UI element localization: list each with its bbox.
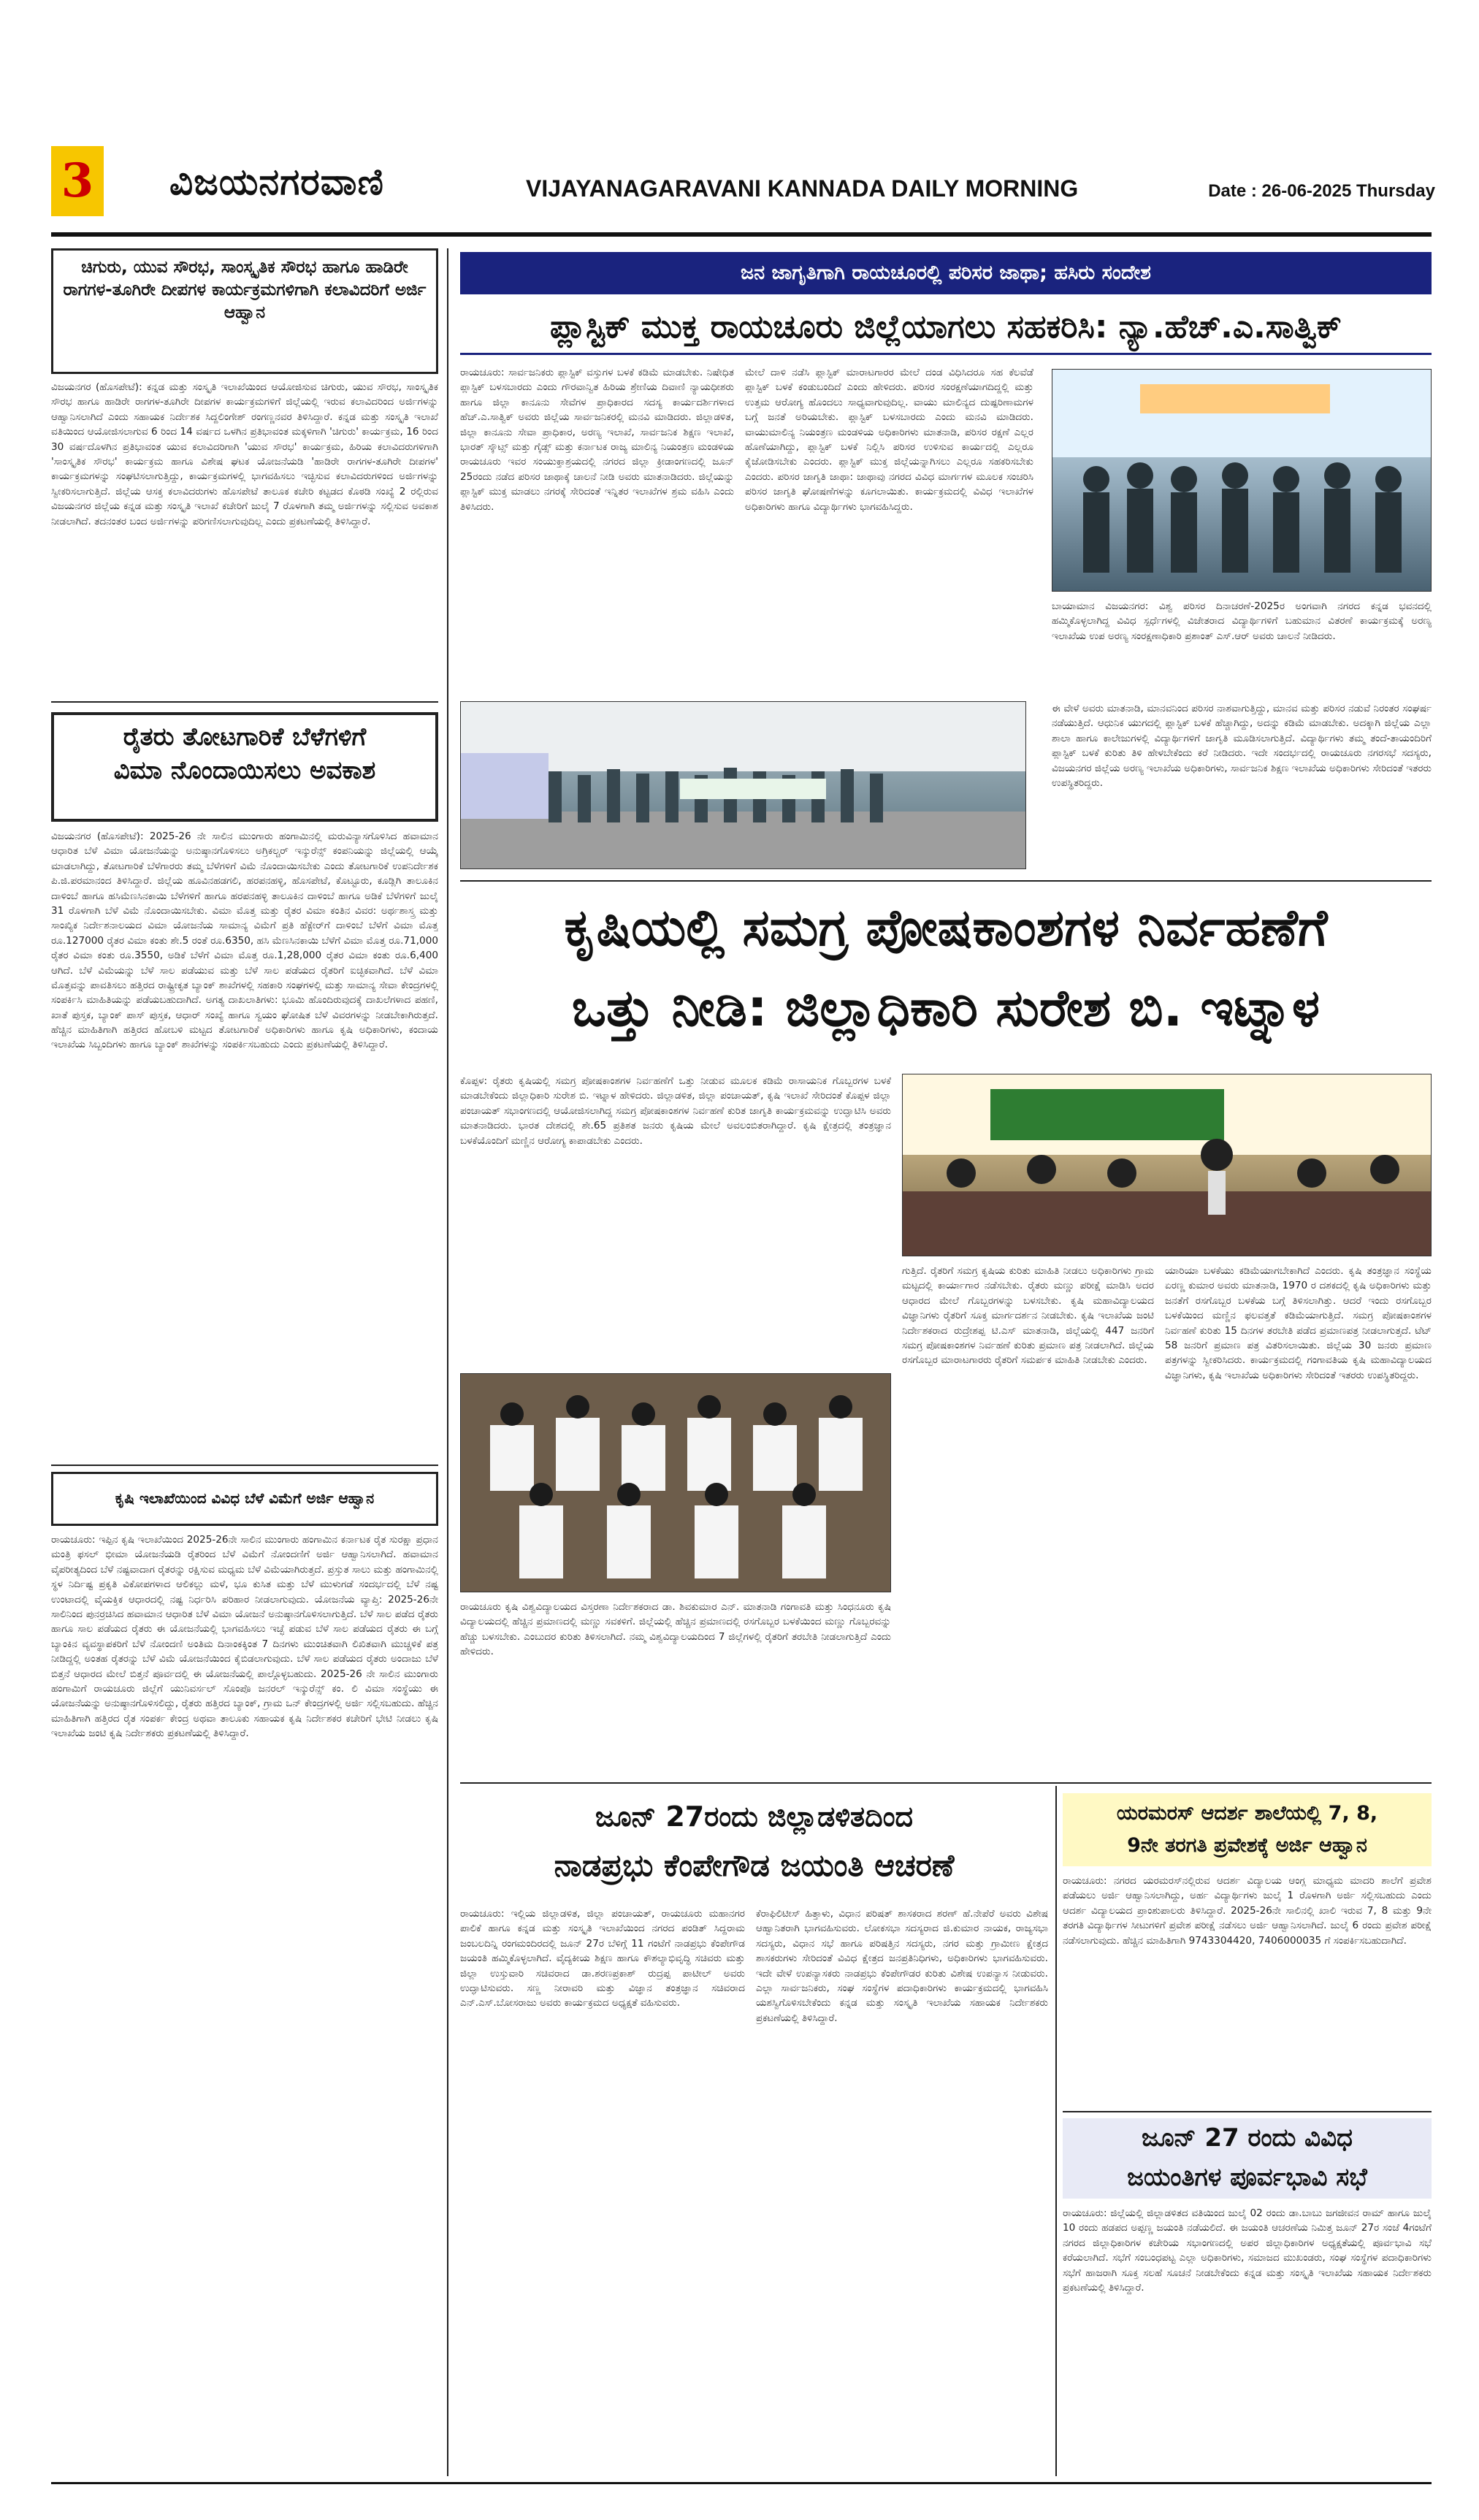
krishi-body-lower: ರಾಯಚೂರು ಕೃಷಿ ವಿಶ್ವವಿದ್ಯಾಲಯದ ವಿಸ್ತರಣಾ ನಿರ್ದೇಶಕರಾದ ಡಾ. ಶಿವಕುಮಾರ ಎನ್. ಮಾತನಾಡಿ ಗಂಗಾವತಿ ಮತ್ತು ಸಿಂಧನೂರು ಕೃಷಿ ವಿದ್ಯಾಲಯದಲ್ಲಿ ಹೆಚ್ಚಿನ ಪ್ರಮಾಣದಲ್ಲಿ ಮಣ್ಣು ಸವಕಳಿಗೆ. ಜಿಲ್ಲೆಯಲ್ಲಿ ಹೆಚ್ಚಿನ ಪ್ರಮಾಣದಲ್ಲಿ ರಸಗೊಬ್ಬರ ಬಳಕೆಯಿಂದ ಮಣ್ಣು ಗೊಬ್ಬರವನ್ನು ಹೆಚ್ಚು ಬಳಸಬೇಕು. ಎಂಬುದರ ಕುರಿತು ತಿಳಿಸಲಾಗಿದೆ. ನಮ್ಮ ವಿಶ್ವವಿದ್ಯಾಲಯದಿಂದ 7 ಜಿಲ್ಲೆಗಳಲ್ಲಿ ರೈತರಿಗೆ ತರಬೇತಿ ನೀಡಲಾಗುತ್ತಿದೆ ಎಂದು ಹೇಳಿದರು. bbox=[460, 1601, 891, 1658]
masthead-title-english: VIJAYANAGARAVANI KANNADA DAILY MORNING bbox=[526, 175, 1079, 202]
environment-rally-photo bbox=[460, 701, 1026, 869]
jayanti-headline bbox=[460, 1793, 1048, 1899]
jayanti-body-col2: ಕೆರಾಫಿಲಿಟೀಸ್ ಹಿತ್ತಾಳು, ವಿಧಾನ ಪರಿಷತ್ ಶಾಸಕರಾದ ಶರಣ್ ಹೆ.ನೇಪೆರೆ ಅವರು ವಿಶೇಷ ಆಹ್ವಾನಿತರಾಗಿ ಭಾಗವಹಿಸುವರು. ಲೋಕಸಭಾ ಸದಸ್ಯರಾದ ಜಿ.ಕುಮಾರ ನಾಯಕ, ರಾಜ್ಯಸಭಾ ಸದಸ್ಯರು, ವಿಧಾನ ಸಭೆ ಹಾಗೂ ಪರಿಷತ್ತಿನ ಸದಸ್ಯರು, ನಗರ ಮತ್ತು ಗ್ರಾಮೀಣ ಕ್ಷೇತ್ರದ ಶಾಸಕರುಗಳು ಸೇರಿದಂತೆ ವಿವಿಧ ಕ್ಷೇತ್ರದ ಜನಪ್ರತಿನಿಧಿಗಳು, ಅಧಿಕಾರಿಗಳು ಭಾಗವಹಿಸುವರು. ಇದೇ ವೇಳೆ ಉಪನ್ಯಾಸಕರು ನಾಡಪ್ರಭು ಕೆಂಪೇಗೌಡರ ಕುರಿತು ವಿಶೇಷ ಉಪನ್ಯಾಸ ನೀಡುವರು. ಎಲ್ಲಾ ಸಾರ್ವಜನಿಕರು, ಸಂಘ ಸಂಸ್ಥೆಗಳ ಪದಾಧಿಕಾರಿಗಳು ಕಾರ್ಯಕ್ರಮದಲ್ಲಿ ಭಾಗವಹಿಸಿ ಯಶಸ್ವಿಗೊಳಿಸಬೇಕೆಂದು ಕನ್ನಡ ಮತ್ತು ಸಂಸ್ಕೃತಿ ಇಲಾಖೆಯ ಸಹಾಯಕ ನಿರ್ದೇಶಕರು ಪ್ರಕಟಣೆಯಲ್ಲಿ ತಿಳಿಸಿದ್ದಾರೆ. bbox=[756, 1908, 1048, 2024]
story2-headline-line1: ರೈತರು ತೋಟಗಾರಿಕೆ ಬೆಳೆಗಳಿಗೆ bbox=[123, 722, 367, 752]
dais-photo-illustration bbox=[903, 1074, 1432, 1256]
story2-body: ವಿಜಯನಗರ (ಹೊಸಪೇಟೆ): 2025-26 ನೇ ಸಾಲಿನ ಮುಂಗಾರು ಹಂಗಾಮಿನಲ್ಲಿ ಮರುವಿನ್ಯಾಸಗೊಳಿಸಿದ ಹವಾಮಾನ ಆಧಾರಿತ ಬೆಳೆ ವಿಮಾ ಯೋಜನೆಯನ್ನು ಅನುಷ್ಠಾನಗೊಳಿಸಲು ಅಗ್ರಿಕಲ್ಚರ್ ಇನ್ಶುರೆನ್ಸ್ ಕಂಪನಿಯನ್ನು ಜಿಲ್ಲೆಯಲ್ಲಿ ಆಯ್ಕೆ ಮಾಡಲಾಗಿದ್ದು, ತೋಟಗಾರಿಕೆ ಬೆಳೆಗಾರರು ತಮ್ಮ ಬೆಳೆಗಳಿಗೆ ವಿಮೆ ನೊಂದಾಯಿಸಬೇಕು ಎಂದು ತೋಟಗಾರಿಕೆ ಉಪನಿರ್ದೇಶಕ ಪಿ.ಜಿ.ಪರಮಾನಂದ ತಿಳಿಸಿದ್ದಾರೆ. ಜಿಲ್ಲೆಯ ಹೂವಿನಹಡಗಲಿ, ಹರಪನಹಳ್ಳಿ, ಹೊಸಪೇಟೆ, ಕೊಟ್ಟೂರು, ಕೂಡ್ಲಿಗಿ ತಾಲೂಕಿನ ದಾಳಿಂಬೆ ಹಾಗೂ ಹಸಿಮೆಣಸಿನಕಾಯಿ ಬೆಳೆಗಳಿಗೆ ಹಾಗೂ ಹರಪನಹಳ್ಳಿ ತಾಲೂಕಿನ ದಾಳಿಂಬೆ ಹಾಗೂ ಅಡಿಕೆ ಬೆಳೆಗಳಿಗೆ ಜುಲೈ 31 ರೊಳಗಾಗಿ ಬೆಳೆ ವಿಮೆ ನೊಂದಾಯಿಸಬೇಕು. ವಿಮಾ ಮೊತ್ತ ಮತ್ತು ರೈತರ ವಿಮಾ ಕಂತಿನ ವಿವರ: ಅರ್ಥಶಾಸ್ತ್ರ ಮತ್ತು ಸಾಂಖ್ಯಿಕ ನಿರ್ದೇಶನಾಲಯದ ವಿಮಾ ಯೋಜನೆಯ ಸಾಮಾನ್ಯ ವಿಮೆಗೆ ಪ್ರತಿ ಹೆಕ್ಟೇರ್‌ಗೆ ದಾಳಿಂಬೆ ಬೆಳೆಗೆ ವಿಮಾ ಮೊತ್ತ ರೂ.127000 ರೈತರ ವಿಮಾ ಕಂತು ಶೇ.5 ರಂತೆ ರೂ.6350, ಹಸಿ ಮೆಣಸಿನಕಾಯಿ ಬೆಳೆಗೆ ವಿಮಾ ಮೊತ್ತ ರೂ.71,000 ರೈತರ ವಿಮಾ ಕಂತು ರೂ.3550, ಅಡಿಕೆ ಬೆಳೆಗೆ ವಿಮಾ ಮೊತ್ತ ರೂ.1,28,000 ರೈತರ ವಿಮಾ ಕಂತು ರೂ.6,400 ಆಗಿದೆ. ಬೆಳೆ ವಿಮೆಯನ್ನು ಬೆಳೆ ಸಾಲ ಪಡೆಯುವ ಮತ್ತು ಬೆಳೆ ಸಾಲ ಪಡೆಯದ ರೈತರಿಗೆ ಐಚ್ಛಿಕವಾಗಿದೆ. ಬೆಳೆ ವಿಮಾ ಮೊತ್ತವನ್ನು ಪಾವತಿಸಲು ಹತ್ತಿರದ ರಾಷ್ಟ್ರೀಕೃತ ಬ್ಯಾಂಕ್ ಶಾಖೆಗಳಲ್ಲಿ ಸಹಕಾರಿ ಸಂಘಗಳಲ್ಲಿ ಮತ್ತು ಸಾಮಾನ್ಯ ಸೇವಾ ಕೇಂದ್ರಗಳಲ್ಲಿ ಸಂಪರ್ಕಿಸಿ ಮಾಹಿತಿಯನ್ನು ಪಡೆಯಬಹುದಾಗಿದೆ. ಅಗತ್ಯ ದಾಖಲಾತಿಗಳು: ಭೂಮಿ ಹೊಂದಿರುವುದಕ್ಕೆ ದಾಖಲೆಗಳಾದ ಪಹಣಿ, ಖಾತೆ ಪುಸ್ತಕ, ಬ್ಯಾಂಕ್ ಪಾಸ್ ಪುಸ್ತಕ, ಆಧಾರ್ ಸಂಖ್ಯೆ ಹಾಗೂ ಸ್ವಯಂ ಘೋಷಿತ ಬೆಳೆ ವಿವರಗಳನ್ನು ನೀಡಬೇಕಾಗಿರುತ್ತದೆ. ಹೆಚ್ಚಿನ ಮಾಹಿತಿಗಾಗಿ ಹತ್ತಿರದ ಹೋಬಳಿ ಮಟ್ಟದ ತೋಟಗಾರಿಕೆ ಅಧಿಕಾರಿಗಳು ಹಾಗೂ ಕೃಷಿ ಅಧಿಕಾರಿಗಳು, ಕಂದಾಯ ಇಲಾಖೆಯ ಸಿಬ್ಬಂದಿಗಳು ಹಾಗೂ ಬ್ಯಾಂಕ್ ಶಾಖೆಗಳನ್ನು ಸಂಪರ್ಕಿಸಬಹುದು ಎಂದು ಪ್ರಕಟಣೆಯಲ್ಲಿ ತಿಳಿಸಿದ್ದಾರೆ. bbox=[51, 831, 438, 1051]
school-headline-line1: ಯರಮರಸ್ ಆದರ್ಶ ಶಾಲೆಯಲ್ಲಿ 7, 8, bbox=[1116, 1802, 1378, 1825]
masthead-date: Date : 26-06-2025 Thursday bbox=[1208, 181, 1435, 201]
school-headline bbox=[1063, 1793, 1432, 1866]
story1-body: ವಿಜಯನಗರ (ಹೊಸಪೇಟೆ): ಕನ್ನಡ ಮತ್ತು ಸಂಸ್ಕೃತಿ ಇಲಾಖೆಯಿಂದ ಆಯೋಜಿಸುವ ಚಿಗುರು, ಯುವ ಸೌರಭ, ಸಾಂಸ್ಕೃತಿಕ ಸೌರಭ ಹಾಗೂ ಹಾಡಿರೇ ರಾಗಗಳ-ತೂಗಿರೇ ದೀಪಗಳ ಕಾರ್ಯಕ್ರಮಗಳಿಗೆ ಜಿಲ್ಲೆಯಲ್ಲಿ ಇರುವ ಕಲಾವಿದರಿಂದ ಅರ್ಜಿಗಳನ್ನು ಆಹ್ವಾನಿಸಲಾಗಿದೆ ಎಂದು ಸಹಾಯಕ ನಿರ್ದೇಶಕ ಸಿದ್ದಲಿಂಗೇಶ್ ರಂಗಣ್ಣನವರ ತಿಳಿಸಿದ್ದಾರೆ. ಕನ್ನಡ ಮತ್ತು ಸಂಸ್ಕೃತಿ ಇಲಾಖೆ ವತಿಯಿಂದ ಆಯೋಜಿಸಲಾಗುವ 6 ರಿಂದ 14 ವರ್ಷದ ಒಳಗಿನ ಪ್ರತಿಭಾವಂತ ಮಕ್ಕಳಿಗಾಗಿ 'ಚಿಗುರು' ಕಾರ್ಯಕ್ರಮ, 16 ರಿಂದ 30 ವರ್ಷದೊಳಗಿನ ಪ್ರತಿಭಾವಂತ ಯುವ ಕಲಾವಿದರಿಗಾಗಿ 'ಯುವ ಸೌರಭ' ಕಾರ್ಯಕ್ರಮ, ಹಿರಿಯ ಕಲಾವಿದರುಗಳಿಗಾಗಿ 'ಸಾಂಸ್ಕೃತಿಕ ಸೌರಭ' ಕಾರ್ಯಕ್ರಮ ಹಾಗೂ ವಿಶೇಷ ಘಟಕ ಯೋಜನೆಯಡಿ 'ಹಾಡಿರೇ ರಾಗಗಳ-ತೂಗಿರೇ ದೀಪಗಳ' ಕಾರ್ಯಕ್ರಮಗಳನ್ನು ಸಂಘಟಿಸಲಾಗುತ್ತಿದ್ದು, ಕಾರ್ಯಕ್ರಮಗಳಲ್ಲಿ ಭಾಗವಹಿಸಲು ಇಚ್ಛಿಸುವ ಕಲಾವಿದರುಗಳಿಂದ ಅರ್ಜಿಗಳನ್ನು ಸ್ವೀಕರಿಸಲಾಗುತ್ತಿದೆ. ಜಿಲ್ಲೆಯ ಆಸಕ್ತ ಕಲಾವಿದರುಗಳು ಹೊಸಪೇಟೆ ತಾಲೂಕ ಕಚೇರಿ ಕಟ್ಟಡದ ಕೊಠಡಿ ಸಂಖ್ಯೆ 2 ರಲ್ಲಿರುವ ವಿಜಯನಗರ ಜಿಲ್ಲೆಯ ಕನ್ನಡ ಮತ್ತು ಸಂಸ್ಕೃತಿ ಇಲಾಖೆ ಕಚೇರಿಗೆ ಜುಲೈ 7 ರೊಳಗಾಗಿ ತಮ್ಮ ಅರ್ಜಿಗಳನ್ನು ಸಲ್ಲಿಸುವ ಅವಕಾಶ ನೀಡಲಾಗಿದೆ. ತದನಂತರ ಬಂದ ಅರ್ಜಿಗಳನ್ನು ಪರಿಗಣಿಸಲಾಗುವುದಿಲ್ಲ ಎಂದು ಪ್ರಕಟಣೆಯಲ್ಲಿ ತಿಳಿಸಿದ್ದಾರೆ. bbox=[51, 381, 438, 527]
jayanti-body-col1: ರಾಯಚೂರು: ಇಲ್ಲಿಯ ಜಿಲ್ಲಾಡಳಿತ, ಜಿಲ್ಲಾ ಪಂಚಾಯತ್, ರಾಯಚೂರು ಮಹಾನಗರ ಪಾಲಿಕೆ ಹಾಗೂ ಕನ್ನಡ ಮತ್ತು ಸಂಸ್ಕೃತಿ ಇಲಾಖೆಯಿಂದ ನಗರದ ಪಂಡಿತ್ ಸಿದ್ದರಾಮ ಜಂಬಲದಿನ್ನಿ ರಂಗಮಂದಿರದಲ್ಲಿ ಜೂನ್ 27ರ ಬೆಳಿಗ್ಗೆ 11 ಗಂಟೆಗೆ ನಾಡಪ್ರಭು ಕೆಂಪೇಗೌಡ ಜಯಂತಿ ಹಮ್ಮಿಕೊಳ್ಳಲಾಗಿದೆ. ವೈದ್ಯಕೀಯ ಶಿಕ್ಷಣ ಹಾಗೂ ಕೌಶಲ್ಯಾಭಿವೃದ್ಧಿ ಸಚಿವರು ಮತ್ತು ಜಿಲ್ಲಾ ಉಸ್ತುವಾರಿ ಸಚಿವರಾದ ಡಾ.ಶರಣಪ್ರಕಾಶ್ ರುದ್ರಪ್ಪ ಪಾಟೀಲ್ ಅವರು ಉದ್ಘಾಟಿಸುವರು. ಸಣ್ಣ ನೀರಾವರಿ ಮತ್ತು ವಿಜ್ಞಾನ ತಂತ್ರಜ್ಞಾನ ಸಚಿವರಾದ ಎನ್.ಎಸ್.ಬೋಸರಾಜು ಅವರು ಕಾರ್ಯಕ್ರಮದ ಅಧ್ಯಕ್ಷತೆ ವಹಿಸುವರು. bbox=[460, 1908, 745, 2009]
sabhe-headline-line1: ಜೂನ್ 27 ರಂದು ವಿವಿಧ bbox=[1142, 2123, 1353, 2153]
masthead-title-kannada: ವಿಜಯನಗರವಾಣಿ bbox=[169, 161, 384, 203]
krishi-headline-line2: ಒತ್ತು ನೀಡಿ: ಜಿಲ್ಲಾಧಿಕಾರಿ ಸುರೇಶ ಬಿ. ಇಟ್ನಾಳ bbox=[571, 978, 1321, 1038]
masthead-rule bbox=[51, 232, 1432, 237]
jayanti-title: ನಾಡಪ್ರಭು ಕೆಂಪೇಗೌಡ ಜಯಂತಿ ಆಚರಣೆ bbox=[554, 1847, 955, 1883]
column-divider bbox=[1055, 1786, 1057, 2476]
sabhe-body: ರಾಯಚೂರು: ಜಿಲ್ಲೆಯಲ್ಲಿ ಜಿಲ್ಲಾಡಳಿತದ ವತಿಯಿಂದ ಜುಲೈ 02 ರಂದು ಡಾ.ಬಾಬು ಜಗಜೀವನ ರಾಮ್ ಹಾಗೂ ಜುಲೈ 10 ರಂದು ಹಡಪದ ಅಪ್ಪಣ್ಣ ಜಯಂತಿ ನಡೆಯಲಿದೆ. ಈ ಜಯಂತಿ ಆಚರಣೆಯ ನಿಮಿತ್ತ ಜೂನ್ 27ರ ಸಂಜೆ 4ಗಂಟೆಗೆ ನಗರದ ಜಿಲ್ಲಾಧಿಕಾರಿಗಳ ಕಚೇರಿಯ ಸಭಾಂಗಣದಲ್ಲಿ ಅಪರ ಜಿಲ್ಲಾಧಿಕಾರಿಗಳ ಅಧ್ಯಕ್ಷತೆಯಲ್ಲಿ ಪೂರ್ವಭಾವಿ ಸಭೆ ಕರೆಯಲಾಗಿದೆ. ಸಭೆಗೆ ಸಂಬಂಧಪಟ್ಟ ಎಲ್ಲಾ ಅಧಿಕಾರಿಗಳು, ಸಮಾಜದ ಮುಖಂಡರು, ಸಂಘ ಸಂಸ್ಥೆಗಳ ಪದಾಧಿಕಾರಿಗಳು ಸಭೆಗೆ ಹಾಜರಾಗಿ ಸೂಕ್ತ ಸಲಹೆ ಸೂಚನೆ ನೀಡಬೇಕೆಂದು ಕನ್ನಡ ಮತ್ತು ಸಂಸ್ಕೃತಿ ಇಲಾಖೆಯ ಸಹಾಯಕ ನಿರ್ದೇಶಕರು ಪ್ರಕಟಣೆಯಲ್ಲಿ ತಿಳಿಸಿದ್ದಾರೆ. bbox=[1063, 2207, 1432, 2294]
divider bbox=[1063, 2111, 1432, 2112]
divider bbox=[460, 1782, 1432, 1784]
jayanti-kicker: ಜೂನ್ 27ರಂದು ಜಿಲ್ಲಾಡಳಿತದಿಂದ bbox=[595, 1801, 914, 1833]
divider bbox=[51, 1465, 438, 1466]
krishi-body-col1: ಕೊಪ್ಪಳ: ರೈತರು ಕೃಷಿಯಲ್ಲಿ ಸಮಗ್ರ ಪೋಷಕಾಂಶಗಳ ನಿರ್ವಹಣೆಗೆ ಒತ್ತು ನೀಡುವ ಮೂಲಕ ಕಡಿಮೆ ರಾಸಾಯನಿಕ ಗೊಬ್ಬರಗಳ ಬಳಕೆ ಮಾಡಬೇಕೆಂದು ಜಿಲ್ಲಾಧಿಕಾರಿ ಸುರೇಶ ಬಿ. ಇಟ್ನಾಳ ಹೇಳಿದರು. ಜಿಲ್ಲಾಡಳಿತ, ಜಿಲ್ಲಾ ಪಂಚಾಯತ್, ಕೃಷಿ ಇಲಾಖೆ ಸೇರಿದಂತೆ ಕೊಪ್ಪಳ ಜಿಲ್ಲಾ ಪಂಚಾಯತ್ ಸಭಾಂಗಣದಲ್ಲಿ ಆಯೋಜಿಸಲಾಗಿದ್ದ ಸಮಗ್ರ ಪೋಷಕಾಂಶಗಳ ನಿರ್ವಹಣೆ ಕುರಿತ ಜಾಗೃತಿ ಕಾರ್ಯಕ್ರಮವನ್ನು ಉದ್ಘಾಟಿಸಿ ಅವರು ಮಾತನಾಡಿದರು. ಭಾರತ ದೇಶದಲ್ಲಿ ಶೇ.65 ಪ್ರತಿಶತ ಜನರು ಕೃಷಿಯ ಮೇಲೆ ಅವಲಂಬಿತರಾಗಿದ್ದಾರೆ. ಕೃಷಿ ಕ್ಷೇತ್ರದಲ್ಲಿ ತಂತ್ರಜ್ಞಾನ ಬಳಕೆಯೊಂದಿಗೆ ಮಣ್ಣಿನ ಆರೋಗ್ಯ ಕಾಪಾಡಬೇಕು ಎಂದರು. bbox=[460, 1075, 891, 1147]
divider bbox=[460, 880, 1432, 882]
krishi-body-col3: ಯಾರಿಯಾ ಬಳಕೆಯು ಕಡಿಮೆಯಾಗಬೇಕಾಗಿದೆ ಎಂದರು. ಕೃಷಿ ತಂತ್ರಜ್ಞಾನ ಸಂಸ್ಥೆಯ ಏರಣ್ಣ ಕುಮಾರ ಅವರು ಮಾತನಾಡಿ, 1970 ರ ದಶಕದಲ್ಲಿ ಕೃಷಿ ಅಧಿಕಾರಿಗಳು ಮತ್ತು ಜನತೆಗೆ ರಸಗೊಬ್ಬರ ಬಳಕೆಯ ಬಗ್ಗೆ ತಿಳಿಸಲಾಗಿತ್ತು. ಆದರೆ ಇಂದು ರಸಗೊಬ್ಬರ ಬಳಕೆಯಿಂದ ಮಣ್ಣಿನ ಫಲವತ್ತತೆ ಕಡಿಮೆಯಾಗುತ್ತಿದೆ. ಸಮಗ್ರ ಪೋಷಕಾಂಶಗಳ ನಿರ್ವಹಣೆ ಕುರಿತು 15 ದಿನಗಳ ತರಬೇತಿ ಪಡೆದ ಪ್ರಮಾಣಪತ್ರ ನೀಡಲಾಗುತ್ತದೆ. ಟೆಟ್ 58 ಜನರಿಗೆ ಪ್ರಮಾಣ ಪತ್ರ ವಿತರಿಸಲಾಯಿತು. ಜಿಲ್ಲೆಯ 30 ಜನರು ಪ್ರಮಾಣ ಪತ್ರಗಳನ್ನು ಸ್ವೀಕರಿಸಿದರು. ಕಾರ್ಯಕ್ರಮದಲ್ಲಿ ಗಂಗಾವತಿಯ ಕೃಷಿ ಮಹಾವಿದ್ಯಾಲಯದ ವಿಜ್ಞಾನಿಗಳು, ಕೃಷಿ ಇಲಾಖೆಯ ಅಧಿಕಾರಿಗಳು ಸೇರಿದಂತೆ ಇತರರು ಉಪಸ್ಥಿತರಿದ್ದರು. bbox=[1165, 1265, 1432, 1381]
footer-rule bbox=[51, 2482, 1432, 2484]
audience-photo bbox=[460, 1373, 891, 1592]
story3-body: ರಾಯಚೂರು: ಇಪ್ಪಿನ ಕೃಷಿ ಇಲಾಖೆಯಿಂದ 2025-26ನೇ ಸಾಲಿನ ಮುಂಗಾರು ಹಂಗಾಮಿನ ಕರ್ನಾಟಕ ರೈತ ಸುರಕ್ಷಾ ಪ್ರಧಾನ ಮಂತ್ರಿ ಫಸಲ್ ಭೀಮಾ ಯೋಜನೆಯಡಿ ರೈತರಿಂದ ಬೆಳೆ ವಿಮೆಗೆ ನೋಂದಣಿಗೆ ಅರ್ಜಿ ಆಹ್ವಾನಿಸಲಾಗಿದೆ. ಹವಾಮಾನ ವೈಪರೀತ್ಯದಿಂದ ಬೆಳೆ ನಷ್ಟವಾದಾಗ ರೈತರನ್ನು ರಕ್ಷಿಸುವ ಮಧ್ಯಮ ಬೆಳೆ ವಿಮೆಯಾಗಿರುತ್ತದೆ. ಪ್ರಸ್ತುತ ಸಾಲು ಮತ್ತು ಹಂಗಾಮಿನಲ್ಲಿ ಸ್ಥಳ ನಿರ್ದಿಷ್ಟ ಪ್ರಕೃತಿ ವಿಕೋಪಗಳಾದ ಆಲಿಕಲ್ಲು ಮಳೆ, ಭೂ ಕುಸಿತ ಮತ್ತು ಬೆಳೆ ಮುಳುಗಡೆ ಸಂದರ್ಭದಲ್ಲಿ ಬೆಳೆ ನಷ್ಟ ಉಂಟಾದಲ್ಲಿ ವೈಯಕ್ತಿಕ ಆಧಾರದಲ್ಲಿ ನಷ್ಟ ನಿರ್ಧರಿಸಿ ಪರಿಹಾರ ನೀಡಲಾಗುವುದು. ಯೋಜನೆಯ ವ್ಯಾಪ್ತಿ: 2025-26ನೇ ಸಾಲಿನಿಂದ ಪುನರ್ರಚಿಸಿದ ಹವಾಮಾನ ಆಧಾರಿತ ಬೆಳೆ ವಿಮಾ ಯೋಜನೆ ಅನುಷ್ಠಾನಗೊಳಿಸಲಾಗುತ್ತಿದೆ. ಬೆಳೆ ಸಾಲ ಪಡೆದ ರೈತರು ಹಾಗೂ ಸಾಲ ಪಡೆಯದ ರೈತರು ಈ ಯೋಜನೆಯಲ್ಲಿ ಭಾಗವಹಿಸಲು ಇಚ್ಛೆ ಪಡುವ ಬೆಳೆ ಸಾಲ ಪಡೆಯದ ರೈತರು ಈ ಬಗ್ಗೆ ಬ್ಯಾಂಕಿನ ವ್ಯವಸ್ಥಾಪಕರಿಗೆ ಬೆಳೆ ನೋಂದಣಿ ಅಂತಿಮ ದಿನಾಂಕಕ್ಕಿಂತ 7 ದಿನಗಳು ಮುಂಚಿತವಾಗಿ ಲಿಖಿತವಾಗಿ ಮುಚ್ಚಳಿಕೆ ಪತ್ರ ನೀಡಿದ್ದಲ್ಲಿ ಅಂತಹ ರೈತರನ್ನು ಬೆಳೆ ವಿಮೆ ಯೋಜನೆಯಿಂದ ಕೈಬಿಡಲಾಗುವುದು. ಬೆಳೆ ಸಾಲ ಪಡೆಯದ ರೈತರು ಅಂದಾಜು ಬೆಳೆ ಬಿತ್ತನೆ ಆಧಾರದ ಮೇಲೆ ಬಿತ್ತನೆ ಪೂರ್ವದಲ್ಲಿ ಈ ಯೋಜನೆಯಲ್ಲಿ ಪಾಲ್ಗೊಳ್ಳಬಹುದು. 2025-26 ನೇ ಸಾಲಿನ ಮುಂಗಾರು ಹಂಗಾಮಿಗೆ ರಾಯಚೂರು ಜಿಲ್ಲೆಗೆ ಯುನಿವರ್ಸಲ್ ಸೊಂಪೊ ಜನರಲ್ ಇನ್ಶುರೆನ್ಸ್ ಕಂ. ಲಿ ವಿಮಾ ಸಂಸ್ಥೆಯು ಈ ಯೋಜನೆಯನ್ನು ಅನುಷ್ಠಾನಗೊಳಿಸಲಿದ್ದು, ರೈತರು ಹತ್ತಿರದ ಬ್ಯಾಂಕ್, ಗ್ರಾಮ ಒನ್ ಕೇಂದ್ರಗಳಲ್ಲಿ ಅರ್ಜಿ ಸಲ್ಲಿಸಬಹುದು. ಹೆಚ್ಚಿನ ಮಾಹಿತಿಗಾಗಿ ಹತ್ತಿರದ ರೈತ ಸಂಪರ್ಕ ಕೇಂದ್ರ ಅಥವಾ ತಾಲೂಕು ಸಹಾಯಕ ಕೃಷಿ ನಿರ್ದೇಶಕರ ಕಚೇರಿಗೆ ಭೇಟಿ ನೀಡಲು ಕೃಷಿ ಇಲಾಖೆಯ ಜಂಟಿ ಕೃಷಿ ನಿರ್ದೇಶಕರು ಪ್ರಕಟಣೆಯಲ್ಲಿ ತಿಳಿಸಿದ್ದಾರೆ. bbox=[51, 1534, 438, 1740]
lead-headline: ಪ್ಲಾಸ್ಟಿಕ್ ಮುಕ್ತ ರಾಯಚೂರು ಜಿಲ್ಲೆಯಾಗಲು ಸಹಕರಿಸಿ: ನ್ಯಾ.ಹೆಚ್.ಎ.ಸಾತ್ವಿಕ್ bbox=[460, 299, 1432, 355]
page-number: 3 bbox=[51, 146, 104, 216]
column-divider bbox=[447, 248, 448, 2476]
school-body: ರಾಯಚೂರು: ನಗರದ ಯರಮರಸ್‌ನಲ್ಲಿರುವ ಆದರ್ಶ ವಿದ್ಯಾಲಯ ಆಂಗ್ಲ ಮಾಧ್ಯಮ ಮಾದರಿ ಶಾಲೆಗೆ ಪ್ರವೇಶ ಪಡೆಯಲು ಅರ್ಜಿ ಆಹ್ವಾನಿಸಲಾಗಿದ್ದು, ಅರ್ಹ ವಿದ್ಯಾರ್ಥಿಗಳು ಜುಲೈ 1 ರೊಳಗಾಗಿ ಅರ್ಜಿ ಸಲ್ಲಿಸಬಹುದು ಎಂದು ಆದರ್ಶ ವಿದ್ಯಾಲಯದ ಪ್ರಾಂಶುಪಾಲರು ತಿಳಿಸಿದ್ದಾರೆ. 2025-26ನೇ ಸಾಲಿನಲ್ಲಿ ಖಾಲಿ ಇರುವ 7, 8 ಮತ್ತು 9ನೇ ತರಗತಿ ವಿದ್ಯಾರ್ಥಿಗಳ ಸೀಟುಗಳಿಗೆ ಪ್ರವೇಶ ಪರೀಕ್ಷೆ ನಡೆಸಲು ಅರ್ಜಿ ಆಹ್ವಾನಿಸಲಾಗಿದೆ. ಜುಲೈ 6 ರಂದು ಪ್ರವೇಶ ಪರೀಕ್ಷೆ ನಡೆಸಲಾಗುವುದು. ಹೆಚ್ಚಿನ ಮಾಹಿತಿಗಾಗಿ 9743304420, 7406000035 ಗೆ ಸಂಪರ್ಕಿಸಬಹುದಾಗಿದೆ. bbox=[1063, 1875, 1432, 1947]
krishi-body-col2: ಗುತ್ತಿದೆ. ರೈತರಿಗೆ ಸಮಗ್ರ ಕೃಷಿಯ ಕುರಿತು ಮಾಹಿತಿ ನೀಡಲು ಅಧಿಕಾರಿಗಳು ಗ್ರಾಮ ಮಟ್ಟದಲ್ಲಿ ಕಾರ್ಯಾಗಾರ ನಡೆಸಬೇಕು. ರೈತರು ಮಣ್ಣು ಪರೀಕ್ಷೆ ಮಾಡಿಸಿ ಅದರ ಆಧಾರದ ಮೇಲೆ ಗೊಬ್ಬರಗಳನ್ನು ಬಳಸಬೇಕು. ಕೃಷಿ ಮಹಾವಿದ್ಯಾಲಯದ ವಿಜ್ಞಾನಿಗಳು ರೈತರಿಗೆ ಸೂಕ್ತ ಮಾರ್ಗದರ್ಶನ ನೀಡಬೇಕು. ಕೃಷಿ ಇಲಾಖೆಯ ಜಂಟಿ ನಿರ್ದೇಶಕರಾದ ರುದ್ರೇಶಪ್ಪ ಟಿ.ಎಸ್ ಮಾತನಾಡಿ, ಜಿಲ್ಲೆಯಲ್ಲಿ 447 ಜನರಿಗೆ ಸಮಗ್ರ ಪೋಷಕಾಂಶಗಳ ನಿರ್ವಹಣೆ ಕುರಿತು ಪ್ರಮಾಣ ಪತ್ರ ನೀಡಲಾಗಿದೆ. ಜಿಲ್ಲೆಯ ರಸಗೊಬ್ಬರ ಮಾರಾಟಗಾರರು ರೈತರಿಗೆ ಸಮರ್ಪಕ ಮಾಹಿತಿ ನೀಡಬೇಕು ಎಂದರು. bbox=[902, 1265, 1154, 1367]
prize-photo-caption: ಬಾಯಾಮಾನ ವಿಜಯನಗರ: ವಿಶ್ವ ಪರಿಸರ ದಿನಾಚರಣೆ-2025ರ ಅಂಗವಾಗಿ ನಗರದ ಕನ್ನಡ ಭವನದಲ್ಲಿ ಹಮ್ಮಿಕೊಳ್ಳಲಾಗಿದ್ದ ವಿವಿಧ ಸ್ಪರ್ಧೆಗಳಲ್ಲಿ ವಿಜೇತರಾದ ವಿದ್ಯಾರ್ಥಿಗಳಿಗೆ ಬಹುಮಾನ ವಿತರಣೆ ಕಾರ್ಯಕ್ರಮಕ್ಕೆ ಅರಣ್ಯ ಇಲಾಖೆಯ ಉಪ ಅರಣ್ಯ ಸಂರಕ್ಷಣಾಧಿಕಾರಿ ಪ್ರಶಾಂತ್ ಎಸ್.ಆರ್ ಅವರು ಚಾಲನೆ ನೀಡಿದರು. bbox=[1052, 600, 1432, 642]
lead-body-right: ಈ ವೇಳೆ ಅವರು ಮಾತನಾಡಿ, ಮಾನವನಿಂದ ಪರಿಸರ ನಾಶವಾಗುತ್ತಿದ್ದು, ಮಾನವ ಮತ್ತು ಪರಿಸರ ನಡುವೆ ನಿರಂತರ ಸಂಘರ್ಷ ನಡೆಯುತ್ತಿದೆ. ಆಧುನಿಕ ಯುಗದಲ್ಲಿ ಪ್ಲಾಸ್ಟಿಕ್ ಬಳಕೆ ಹೆಚ್ಚಾಗಿದ್ದು, ಅದನ್ನು ಕಡಿಮೆ ಮಾಡಬೇಕು. ಅದಕ್ಕಾಗಿ ಜಿಲ್ಲೆಯ ಎಲ್ಲಾ ಶಾಲಾ ಹಾಗೂ ಕಾಲೇಜುಗಳಲ್ಲಿ ವಿದ್ಯಾರ್ಥಿಗಳಿಗೆ ಜಾಗೃತಿ ಮೂಡಿಸಲಾಗುತ್ತಿದೆ. ವಿದ್ಯಾರ್ಥಿಗಳು ತಮ್ಮ ತಂದೆ-ತಾಯಂದಿರಿಗೆ ಪ್ಲಾಸ್ಟಿಕ್ ಬಳಕೆ ಕುರಿತು ತಿಳಿ ಹೇಳಬೇಕೆಂದು ಕರೆ ನೀಡಿದರು. ಇದೇ ಸಂದರ್ಭದಲ್ಲಿ ರಾಯಚೂರು ನಗರಸಭೆ ಸದಸ್ಯರು, ವಿಜಯನಗರ ಜಿಲ್ಲೆಯ ಅರಣ್ಯ ಇಲಾಖೆಯ ಅಧಿಕಾರಿಗಳು, ಸಾರ್ವಜನಿಕ ಶಿಕ್ಷಣ ಇಲಾಖೆಯ ಅಧಿಕಾರಿಗಳು ಸೇರಿದಂತೆ ಇತರರು ಉಪಸ್ಥಿತರಿದ್ದರು. bbox=[1052, 703, 1432, 789]
school-headline-line2: 9ನೇ ತರಗತಿ ಪ್ರವೇಶಕ್ಕೆ ಅರ್ಜಿ ಆಹ್ವಾನ bbox=[1127, 1834, 1367, 1857]
story3-headline: ಕೃಷಿ ಇಲಾಖೆಯಿಂದ ವಿವಿಧ ಬೆಳೆ ವಿಮೆಗೆ ಅರ್ಜಿ ಆಹ್ವಾನ bbox=[51, 1472, 438, 1526]
prize-distribution-photo bbox=[1052, 369, 1432, 592]
sabhe-headline bbox=[1063, 2118, 1432, 2199]
prize-photo-illustration bbox=[1052, 370, 1432, 592]
sabhe-headline-line2: ಜಯಂತಿಗಳ ಪೂರ್ವಭಾವಿ ಸಭೆ bbox=[1127, 2163, 1367, 2192]
story2-headline bbox=[51, 712, 438, 822]
divider bbox=[51, 701, 438, 703]
story2-headline-line2: ವಿಮಾ ನೊಂದಾಯಿಸಲು ಅವಕಾಶ bbox=[113, 755, 376, 785]
rally-photo-illustration bbox=[461, 702, 1026, 869]
krishi-headline-line1: ಕೃಷಿಯಲ್ಲಿ ಸಮಗ್ರ ಪೋಷಕಾಂಶಗಳ ನಿರ್ವಹಣೆಗೆ bbox=[564, 898, 1328, 958]
audience-photo-illustration bbox=[461, 1374, 891, 1592]
story1-headline: ಚಿಗುರು, ಯುವ ಸೌರಭ, ಸಾಂಸ್ಕೃತಿಕ ಸೌರಭ ಹಾಗೂ ಹಾಡಿರೇ ರಾಗಗಳ-ತೂಗಿರೇ ದೀಪಗಳ ಕಾರ್ಯಕ್ರಮಗಳಿಗಾಗಿ ಕಲಾವಿದರಿಗೆ ಅರ್ಜಿ ಆಹ್ವಾನ bbox=[51, 248, 438, 374]
lead-body-col2: ಮೇಲೆ ದಾಳಿ ನಡೆಸಿ ಪ್ಲಾಸ್ಟಿಕ್ ಮಾರಾಟಗಾರರ ಮೇಲೆ ದಂಡ ವಿಧಿಸಿದರೂ ಸಹ ಕೆಲವೆಡೆ ಪ್ಲಾಸ್ಟಿಕ್ ಬಳಕೆ ಕಂಡುಬಂದಿದೆ ಎಂದು ಹೇಳಿದರು. ಪರಿಸರ ಸಂರಕ್ಷಣೆಯಾಗದಿದ್ದಲ್ಲಿ ಮತ್ತು ಉತ್ತಮ ಆರೋಗ್ಯ ಹೊಂದಲು ಸಾಧ್ಯವಾಗುವುದಿಲ್ಲ. ವಾಯು ಮಾಲಿನ್ಯದ ದುಷ್ಪರಿಣಾಮಗಳ ಬಗ್ಗೆ ಜನತೆ ಅರಿಯಬೇಕು. ಪ್ಲಾಸ್ಟಿಕ್ ಬಳಸಬಾರದು ಎಂದು ಮನವಿ ಮಾಡಿದರು. ವಾಯುಮಾಲಿನ್ಯ ನಿಯಂತ್ರಣ ಮಂಡಳಿಯ ಅಧಿಕಾರಿಗಳು ಮಾತನಾಡಿ, ಪರಿಸರ ರಕ್ಷಣೆ ಎಲ್ಲರ ಹೊಣೆಯಾಗಿದ್ದು, ಪ್ಲಾಸ್ಟಿಕ್ ಬಳಕೆ ನಿಲ್ಲಿಸಿ ಪರಿಸರ ಉಳಿಸುವ ಕಾರ್ಯದಲ್ಲಿ ಎಲ್ಲರೂ ಕೈಜೋಡಿಸಬೇಕು ಎಂದರು. ಪ್ಲಾಸ್ಟಿಕ್ ಮುಕ್ತ ಜಿಲ್ಲೆಯನ್ನಾಗಿಸಲು ಎಲ್ಲರೂ ಸಹಕರಿಸಬೇಕು ಎಂದರು. ಪರಿಸರ ಜಾಗೃತಿ ಜಾಥಾ: ಜಾಥಾವು ನಗರದ ವಿವಿಧ ಮಾರ್ಗಗಳ ಮೂಲಕ ಸಂಚರಿಸಿ ಪರಿಸರ ಜಾಗೃತಿ ಘೋಷಣೆಗಳನ್ನು ಕೂಗಲಾಯಿತು. ಕಾರ್ಯಕ್ರಮದಲ್ಲಿ ವಿವಿಧ ಇಲಾಖೆಗಳ ಅಧಿಕಾರಿಗಳು ಹಾಗೂ ವಿದ್ಯಾರ್ಥಿಗಳು ಭಾಗವಹಿಸಿದ್ದರು. bbox=[745, 367, 1033, 513]
krishi-headline bbox=[460, 887, 1432, 1063]
lead-kicker: ಜನ ಜಾಗೃತಿಗಾಗಿ ರಾಯಚೂರಲ್ಲಿ ಪರಿಸರ ಜಾಥಾ; ಹಸಿರು ಸಂದೇಶ bbox=[460, 252, 1432, 294]
meeting-dais-photo bbox=[902, 1074, 1432, 1256]
lead-body-col1: ರಾಯಚೂರು: ಸಾರ್ವಜನಿಕರು ಪ್ಲಾಸ್ಟಿಕ್ ವಸ್ತುಗಳ ಬಳಕೆ ಕಡಿಮೆ ಮಾಡಬೇಕು. ನಿಷೇಧಿತ ಪ್ಲಾಸ್ಟಿಕ್ ಬಳಸಬಾರದು ಎಂದು ಗೌರವಾನ್ವಿತ ಹಿರಿಯ ಶ್ರೇಣಿಯ ದಿವಾಣಿ ನ್ಯಾಯಧೀಶರು ಹಾಗೂ ಜಿಲ್ಲಾ ಕಾನೂನು ಸೇವೆಗಳ ಪ್ರಾಧಿಕಾರದ ಸದಸ್ಯ ಕಾರ್ಯದರ್ಶಿಗಳಾದ ಹೆಚ್.ಎ.ಸಾತ್ವಿಕ್ ಅವರು ಜಿಲ್ಲೆಯ ಸಾರ್ವಜನಿಕರಲ್ಲಿ ಮನವಿ ಮಾಡಿದರು. ಜಿಲ್ಲಾಡಳಿತ, ಜಿಲ್ಲಾ ಕಾನೂನು ಸೇವಾ ಪ್ರಾಧಿಕಾರ, ಅರಣ್ಯ ಇಲಾಖೆ, ಸಾರ್ವಜನಿಕ ಶಿಕ್ಷಣ ಇಲಾಖೆ, ಭಾರತ್ ಸ್ಕೌಟ್ಸ್ ಮತ್ತು ಗೈಡ್ಸ್ ಮತ್ತು ಕರ್ನಾಟಕ ರಾಜ್ಯ ಮಾಲಿನ್ಯ ನಿಯಂತ್ರಣ ಮಂಡಳಿಯ ರಾಯಚೂರು ಇವರ ಸಂಯುಕ್ತಾಶ್ರಯದಲ್ಲಿ ನಗರದ ಜಿಲ್ಲಾ ಕ್ರೀಡಾಂಗಣದಲ್ಲಿ ಜೂನ್ 25ರಂದು ನಡೆದ ಪರಿಸರ ಜಾಥಾಕ್ಕೆ ಚಾಲನೆ ನೀಡಿ ಅವರು ಮಾತನಾಡಿದರು. ಜಿಲ್ಲೆಯನ್ನು ಪ್ಲಾಸ್ಟಿಕ್ ಮುಕ್ತ ಮಾಡಲು ನಗರಕ್ಕೆ ಸೇರಿದಂತೆ ಇನ್ನಿತರ ಇಲಾಖೆಗಳ ಶ್ರಮ ವಹಿಸಿ ಎಂದು ತಿಳಿಸಿದರು. bbox=[460, 367, 734, 513]
